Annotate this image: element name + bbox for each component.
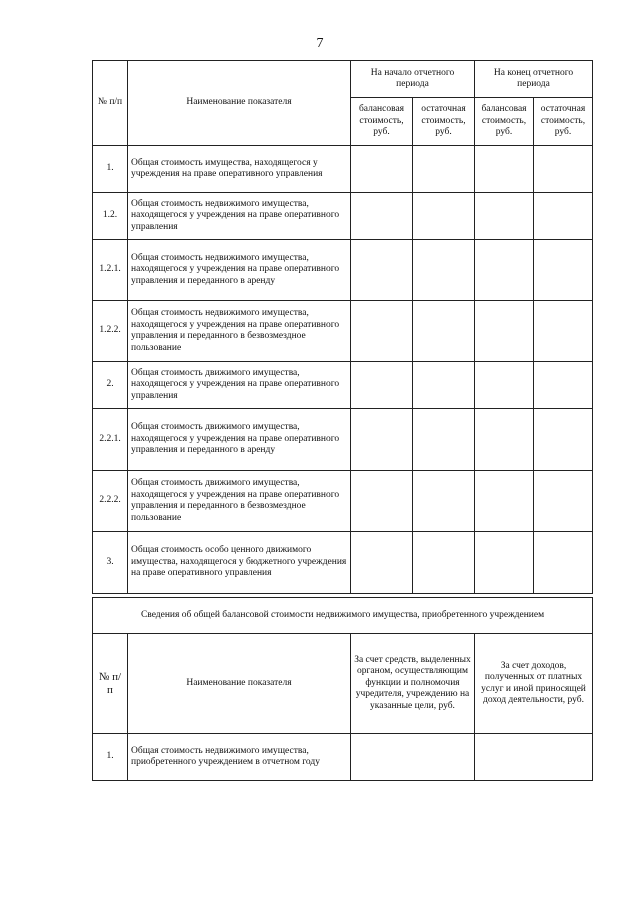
second-header-paid-income: За счет доходов, полученных от платных услуг и иной приносящей доход деятельности, руб. (475, 634, 593, 734)
header-start-residual: остаточная стоимость, руб. (413, 98, 475, 146)
value-cell (475, 471, 534, 532)
value-cell (475, 146, 534, 193)
value-cell (475, 734, 593, 781)
header-start-balance: балансовая стоимость, руб. (351, 98, 413, 146)
value-cell (413, 240, 475, 301)
value-cell (351, 471, 413, 532)
table-row (93, 193, 593, 240)
value-cell (534, 471, 593, 532)
value-cell (534, 193, 593, 240)
section-title: Сведения об общей балансовой стоимости недвижимого имущества, приобретенного учреждением (93, 598, 593, 634)
header-end-balance: балансовая стоимость, руб. (475, 98, 534, 146)
row-number: 1.2. (93, 193, 128, 240)
value-cell (351, 362, 413, 409)
header-start-period: На начало отчетного периода (351, 61, 475, 98)
table-row (93, 532, 593, 594)
value-cell (475, 240, 534, 301)
value-cell (413, 532, 475, 594)
value-cell (351, 193, 413, 240)
property-value-table (92, 60, 593, 594)
row-name: Общая стоимость движимого имущества, находящегося у учреждения на праве оперативного управления и переданного в аренду (128, 409, 351, 471)
row-number: 1.2.2. (93, 301, 128, 362)
table-row (93, 409, 593, 471)
value-cell (413, 471, 475, 532)
row-name: Общая стоимость недвижимого имущества, находящегося у учреждения на праве оперативного управления (128, 193, 351, 240)
section-title-row (93, 598, 593, 634)
header-row-1 (93, 61, 593, 98)
value-cell (475, 409, 534, 471)
row-number: 2.2.1. (93, 409, 128, 471)
row-name: Общая стоимость имущества, находящегося у учреждения на праве оперативного управления (128, 146, 351, 193)
value-cell (534, 146, 593, 193)
value-cell (351, 532, 413, 594)
value-cell (475, 532, 534, 594)
value-cell (413, 301, 475, 362)
row-number: 1. (93, 734, 128, 781)
row-name: Общая стоимость недвижимого имущества, находящегося у учреждения на праве оперативного управления и переданного в аренду (128, 240, 351, 301)
acquired-property-table (92, 597, 593, 781)
value-cell (534, 301, 593, 362)
row-number: 1. (93, 146, 128, 193)
value-cell (475, 362, 534, 409)
value-cell (413, 193, 475, 240)
page-number: 7 (316, 36, 324, 51)
value-cell (534, 532, 593, 594)
value-cell (351, 409, 413, 471)
row-name: Общая стоимость движимого имущества, находящегося у учреждения на праве оперативного управления и переданного в безвозмездное пользование (128, 471, 351, 532)
value-cell (351, 146, 413, 193)
header-end-period: На конец отчетного периода (475, 61, 593, 98)
header-name: Наименование показателя (128, 61, 351, 146)
value-cell (413, 362, 475, 409)
table-row (93, 301, 593, 362)
row-name: Общая стоимость недвижимого имущества, приобретенного учреждением в отчетном году (128, 734, 351, 781)
header-num: № п/п (93, 61, 128, 146)
table-row (93, 471, 593, 532)
table-row (93, 734, 593, 781)
value-cell (351, 240, 413, 301)
value-cell (534, 409, 593, 471)
value-cell (475, 193, 534, 240)
value-cell (534, 362, 593, 409)
value-cell (413, 146, 475, 193)
second-header-num: № п/п (93, 634, 128, 734)
value-cell (351, 734, 475, 781)
row-number: 3. (93, 532, 128, 594)
row-number: 2.2.2. (93, 471, 128, 532)
second-header-name: Наименование показателя (128, 634, 351, 734)
value-cell (351, 301, 413, 362)
value-cell (413, 409, 475, 471)
second-header-row (93, 634, 593, 734)
row-name: Общая стоимость недвижимого имущества, находящегося у учреждения на праве оперативного управления и переданного в безвозмездное пользование (128, 301, 351, 362)
value-cell (475, 301, 534, 362)
row-name: Общая стоимость движимого имущества, находящегося у учреждения на праве оперативного управления (128, 362, 351, 409)
table-row (93, 240, 593, 301)
row-number: 2. (93, 362, 128, 409)
table-row (93, 362, 593, 409)
row-number: 1.2.1. (93, 240, 128, 301)
value-cell (534, 240, 593, 301)
row-name: Общая стоимость особо ценного движимого имущества, находящегося у бюджетного учреждения на праве оперативного управления (128, 532, 351, 594)
second-header-founder-funds: За счет средств, выделенных органом, осуществляющим функции и полномочия учредителя, учреждению на указанные цели, руб. (351, 634, 475, 734)
header-end-residual: остаточная стоимость, руб. (534, 98, 593, 146)
table-row (93, 146, 593, 193)
